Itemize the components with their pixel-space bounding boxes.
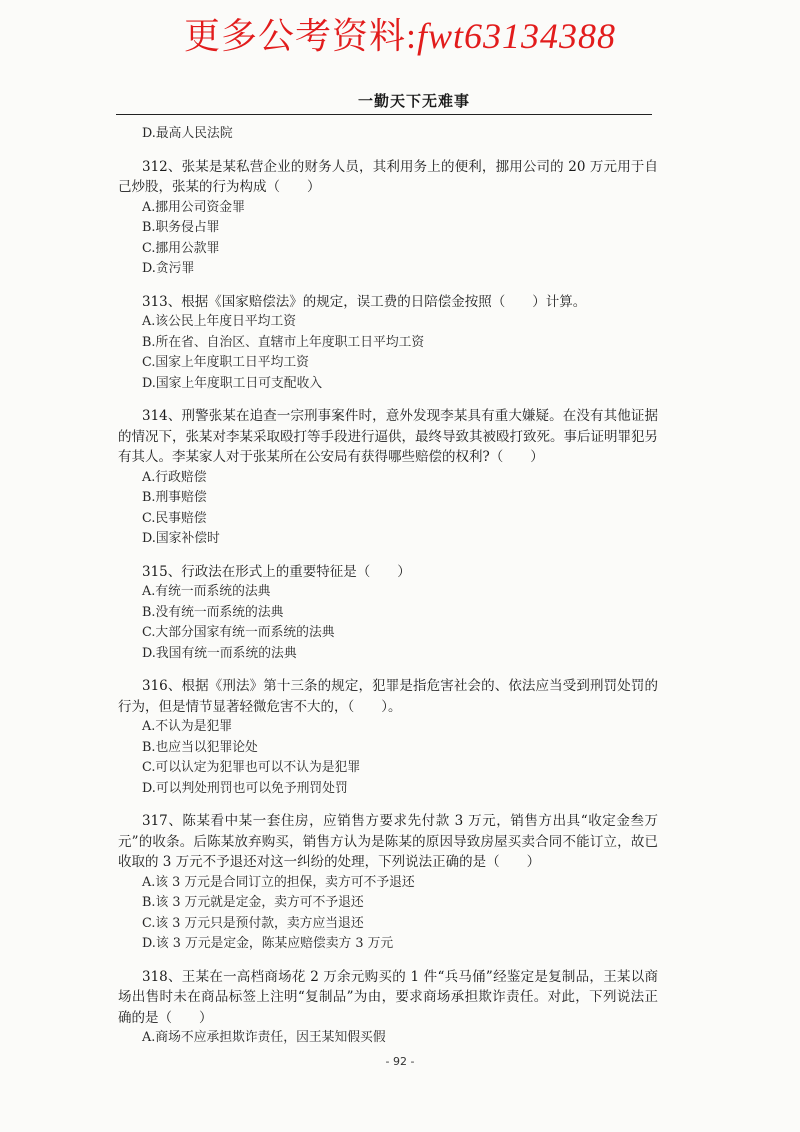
header-title: 一勤天下无难事 (357, 92, 470, 110)
option-d: D.该 3 万元是定金，陈某应赔偿卖方 3 万元 (142, 936, 394, 951)
option-a: A.商场不应承担欺诈责任，因王某知假买假 (142, 1030, 386, 1045)
question-316 (118, 676, 658, 799)
question-stem: 313、根据《国家赔偿法》的规定，误工费的日陪偿金按照（ ）计算。 (142, 293, 587, 310)
option-b: B.也应当以犯罪论处 (142, 739, 258, 755)
question-317 (118, 811, 658, 955)
option-b: B.该 3 万元就是定金，卖方可不予退还 (142, 895, 364, 910)
option-d: D.贪污罪 (142, 261, 195, 276)
option-c: C.该 3 万元只是预付款，卖方应当退还 (142, 915, 364, 931)
option-a: A.行政赔偿 (142, 469, 207, 485)
option-b: B.没有统一而系统的法典 (142, 604, 284, 620)
option-d: D.国家补偿时 (142, 531, 220, 546)
question-315 (118, 562, 658, 665)
watermark-banner (0, 8, 800, 59)
option-c: C.国家上年度职工日平均工资 (142, 355, 309, 370)
option-d: D.国家上年度职工日可支配收入 (142, 375, 323, 391)
option-c: C.可以认定为犯罪也可以不认为是犯罪 (142, 760, 361, 775)
question-stem: 317、陈某看中某一套住房，应销售方要求先付款 3 万元，销售方出具“收定金叁万元”的收条。后陈某放弃购买，销售方认为是陈某的原因导致房屋买卖合同不能订立，故已收取的 3 万元不予退还对这一纠纷的处理，下列说法正确的是（ ） (118, 813, 658, 870)
header-rule (116, 114, 652, 115)
option-b: B.所在省、自治区、直辖市上年度职工日平均工资 (142, 334, 425, 350)
option-b: B.职务侵占罪 (142, 220, 220, 235)
question-313 (118, 292, 658, 395)
question-stem: 314、刑警张某在追查一宗刑事案件时，意外发现李某具有重大嫌疑。在没有其他证据的情况下，张某对李某采取殴打等手段进行逼供，最终导致其被殴打致死。事后证明罪犯另有其人。李某家人对于张某所在公安局有获得哪些赔偿的权利?（ ） (118, 408, 658, 465)
option-c: C.民事赔偿 (142, 510, 207, 526)
option-a: A.该 3 万元是合同订立的担保，卖方可不予退还 (142, 874, 415, 890)
question-stem: 316、根据《刑法》第十三条的规定，犯罪是指危害社会的、依法应当受到刑罚处罚的行为，但是情节显著轻微危害不大的，（ ）。 (118, 678, 658, 715)
page-number: - 92 - (385, 1055, 415, 1068)
option-c: C.挪用公款罪 (142, 240, 220, 256)
question-318 (118, 967, 658, 1049)
question-stem: 312、张某是某私营企业的财务人员，其利用务上的便利，挪用公司的 20 万元用于自己炒股，张某的行为构成（ ） (118, 158, 658, 195)
question-314 (118, 406, 658, 550)
option-d: D.可以判处刑罚也可以免予刑罚处罚 (142, 780, 348, 796)
option-c: C.大部分国家有统一而系统的法典 (142, 625, 335, 640)
option-a: A.该公民上年度日平均工资 (142, 314, 297, 329)
option-d: D.我国有统一而系统的法典 (142, 645, 297, 661)
question-stem: 318、王某在一高档商场花 2 万余元购买的 1 件“兵马俑”经鉴定是复制品，王某以商场出售时未在商品标签上注明“复制品”为由，要求商场承担欺诈责任。对此，下列说法正确的是（ ） (118, 968, 658, 1026)
option-a: A.不认为是犯罪 (142, 719, 233, 734)
question-312 (118, 157, 658, 280)
question-stem: 315、行政法在形式上的重要特征是（ ） (142, 563, 411, 580)
option-a: A.挪用公司资金罪 (142, 199, 245, 215)
watermark-latin: fwt63134388 (417, 16, 617, 56)
option-a: A.有统一而系统的法典 (142, 584, 271, 599)
option-b: B.刑事赔偿 (142, 490, 207, 505)
page-header (116, 90, 652, 118)
document-body (118, 124, 658, 1049)
watermark-cn: 更多公考资料: (183, 16, 417, 56)
prev-question-option: D.最高人民法院 (142, 126, 233, 141)
